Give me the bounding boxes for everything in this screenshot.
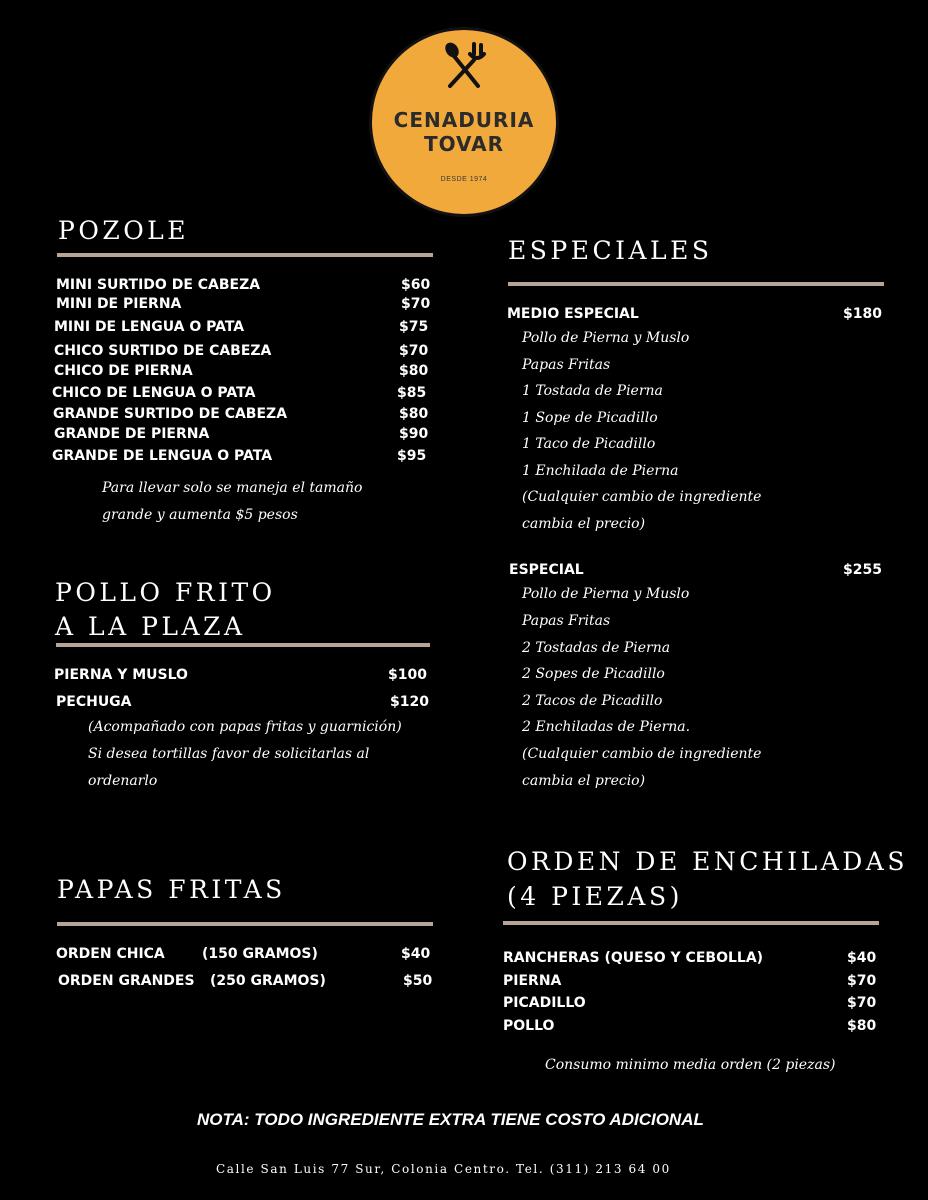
spoon-fork-icon <box>440 40 490 90</box>
especial-name: ESPECIAL <box>509 562 584 578</box>
pozole-item-name: CHICO DE LENGUA O PATA <box>52 385 256 401</box>
medio-especial-name: MEDIO ESPECIAL <box>507 306 639 322</box>
pozole-rule <box>57 253 433 257</box>
brand-name-line1: CENADURIA <box>393 108 535 132</box>
enchiladas-title-line2: (4 PIEZAS) <box>507 882 683 911</box>
medio-especial-price: $180 <box>843 306 882 322</box>
papas-item-name: ORDEN GRANDES <box>58 973 195 989</box>
enchiladas-item-price: $40 <box>847 950 877 966</box>
pozole-item-name: MINI SURTIDO DE CABEZA <box>56 277 261 293</box>
pozole-item-price: $60 <box>401 277 431 293</box>
papas-item-grams: (250 GRAMOS) <box>210 973 326 989</box>
papas-item-price: $50 <box>403 973 433 989</box>
medio-especial-line: (Cualquier cambio de ingrediente <box>522 489 762 505</box>
medio-especial-line: 1 Tostada de Pierna <box>522 383 663 399</box>
papas-item-name: ORDEN CHICA <box>56 946 165 962</box>
pozole-item-price: $80 <box>399 406 429 422</box>
enchiladas-item-name: PICADILLO <box>503 995 586 1011</box>
especial-price: $255 <box>843 562 882 578</box>
especial-line: Papas Fritas <box>522 613 611 629</box>
medio-especial-line: 1 Taco de Picadillo <box>522 436 656 452</box>
footer-address: Calle San Luis 77 Sur, Colonia Centro. Tel. (311) 213 64 00 <box>216 1162 671 1176</box>
pozole-item-price: $70 <box>401 296 431 312</box>
medio-especial-line: cambia el precio) <box>522 516 646 532</box>
pozole-item-name: GRANDE SURTIDO DE CABEZA <box>53 406 288 422</box>
pozole-title: POZOLE <box>58 216 190 245</box>
pozole-note: Para llevar solo se maneja el tamaño <box>102 480 363 496</box>
pozole-item-name: GRANDE DE PIERNA <box>54 426 210 442</box>
especial-line: cambia el precio) <box>522 773 646 789</box>
enchiladas-title-line1: ORDEN DE ENCHILADAS <box>507 847 908 876</box>
logo-badge <box>372 30 556 214</box>
pozole-item-name: MINI DE LENGUA O PATA <box>54 319 245 335</box>
especial-line: (Cualquier cambio de ingrediente <box>522 746 762 762</box>
especial-line: 2 Enchiladas de Pierna. <box>522 719 691 735</box>
papas-rule <box>57 922 433 926</box>
pollo-note: (Acompañado con papas fritas y guarnición) <box>88 719 402 735</box>
pozole-item-price: $95 <box>397 448 427 464</box>
enchiladas-item-price: $80 <box>847 1018 877 1034</box>
brand-since: DESDE 1974 <box>440 176 488 183</box>
pollo-item-name: PIERNA Y MUSLO <box>54 667 188 683</box>
pollo-title-line2: A LA PLAZA <box>55 612 246 641</box>
pozole-item-price: $75 <box>399 319 429 335</box>
medio-especial-line: Pollo de Pierna y Muslo <box>522 330 690 346</box>
pozole-item-price: $90 <box>399 426 429 442</box>
pozole-item-name: CHICO DE PIERNA <box>54 363 193 379</box>
enchiladas-item-name: PIERNA <box>503 973 562 989</box>
extra-ingredient-note: NOTA: TODO INGREDIENTE EXTRA TIENE COSTO ADICIONAL <box>197 1110 704 1129</box>
brand-name-line2: TOVAR <box>423 132 505 156</box>
especial-line: 2 Tacos de Picadillo <box>522 693 663 709</box>
medio-especial-line: 1 Sope de Picadillo <box>522 410 658 426</box>
papas-item-price: $40 <box>401 946 431 962</box>
pozole-item-price: $80 <box>399 363 429 379</box>
pollo-item-price: $100 <box>388 667 427 683</box>
pozole-item-price: $70 <box>399 343 429 359</box>
papas-item-grams: (150 GRAMOS) <box>202 946 318 962</box>
pozole-note: grande y aumenta $5 pesos <box>102 507 298 523</box>
enchiladas-item-price: $70 <box>847 995 877 1011</box>
enchiladas-note: Consumo minimo media orden (2 piezas) <box>545 1057 836 1073</box>
medio-especial-line: Papas Fritas <box>522 357 611 373</box>
papas-title: PAPAS FRITAS <box>57 875 286 904</box>
especial-line: 2 Sopes de Picadillo <box>522 666 665 682</box>
pozole-item-name: MINI DE PIERNA <box>56 296 182 312</box>
especial-line: 2 Tostadas de Pierna <box>522 640 671 656</box>
especiales-title: ESPECIALES <box>508 236 713 265</box>
pollo-note: ordenarlo <box>88 773 158 789</box>
pozole-item-name: CHICO SURTIDO DE CABEZA <box>54 343 272 359</box>
medio-especial-line: 1 Enchilada de Pierna <box>522 463 679 479</box>
pollo-item-price: $120 <box>390 694 429 710</box>
especiales-rule <box>508 282 884 286</box>
pollo-item-name: PECHUGA <box>56 694 132 710</box>
enchiladas-item-name: POLLO <box>503 1018 555 1034</box>
pollo-note: Si desea tortillas favor de solicitarlas al <box>88 746 370 762</box>
pozole-item-name: GRANDE DE LENGUA O PATA <box>52 448 273 464</box>
enchiladas-rule <box>503 921 879 925</box>
pollo-title-line1: POLLO FRITO <box>55 578 276 607</box>
pozole-item-price: $85 <box>397 385 427 401</box>
pollo-rule <box>56 643 430 647</box>
enchiladas-item-name: RANCHERAS (QUESO Y CEBOLLA) <box>503 950 764 966</box>
especial-line: Pollo de Pierna y Muslo <box>522 586 690 602</box>
enchiladas-item-price: $70 <box>847 973 877 989</box>
